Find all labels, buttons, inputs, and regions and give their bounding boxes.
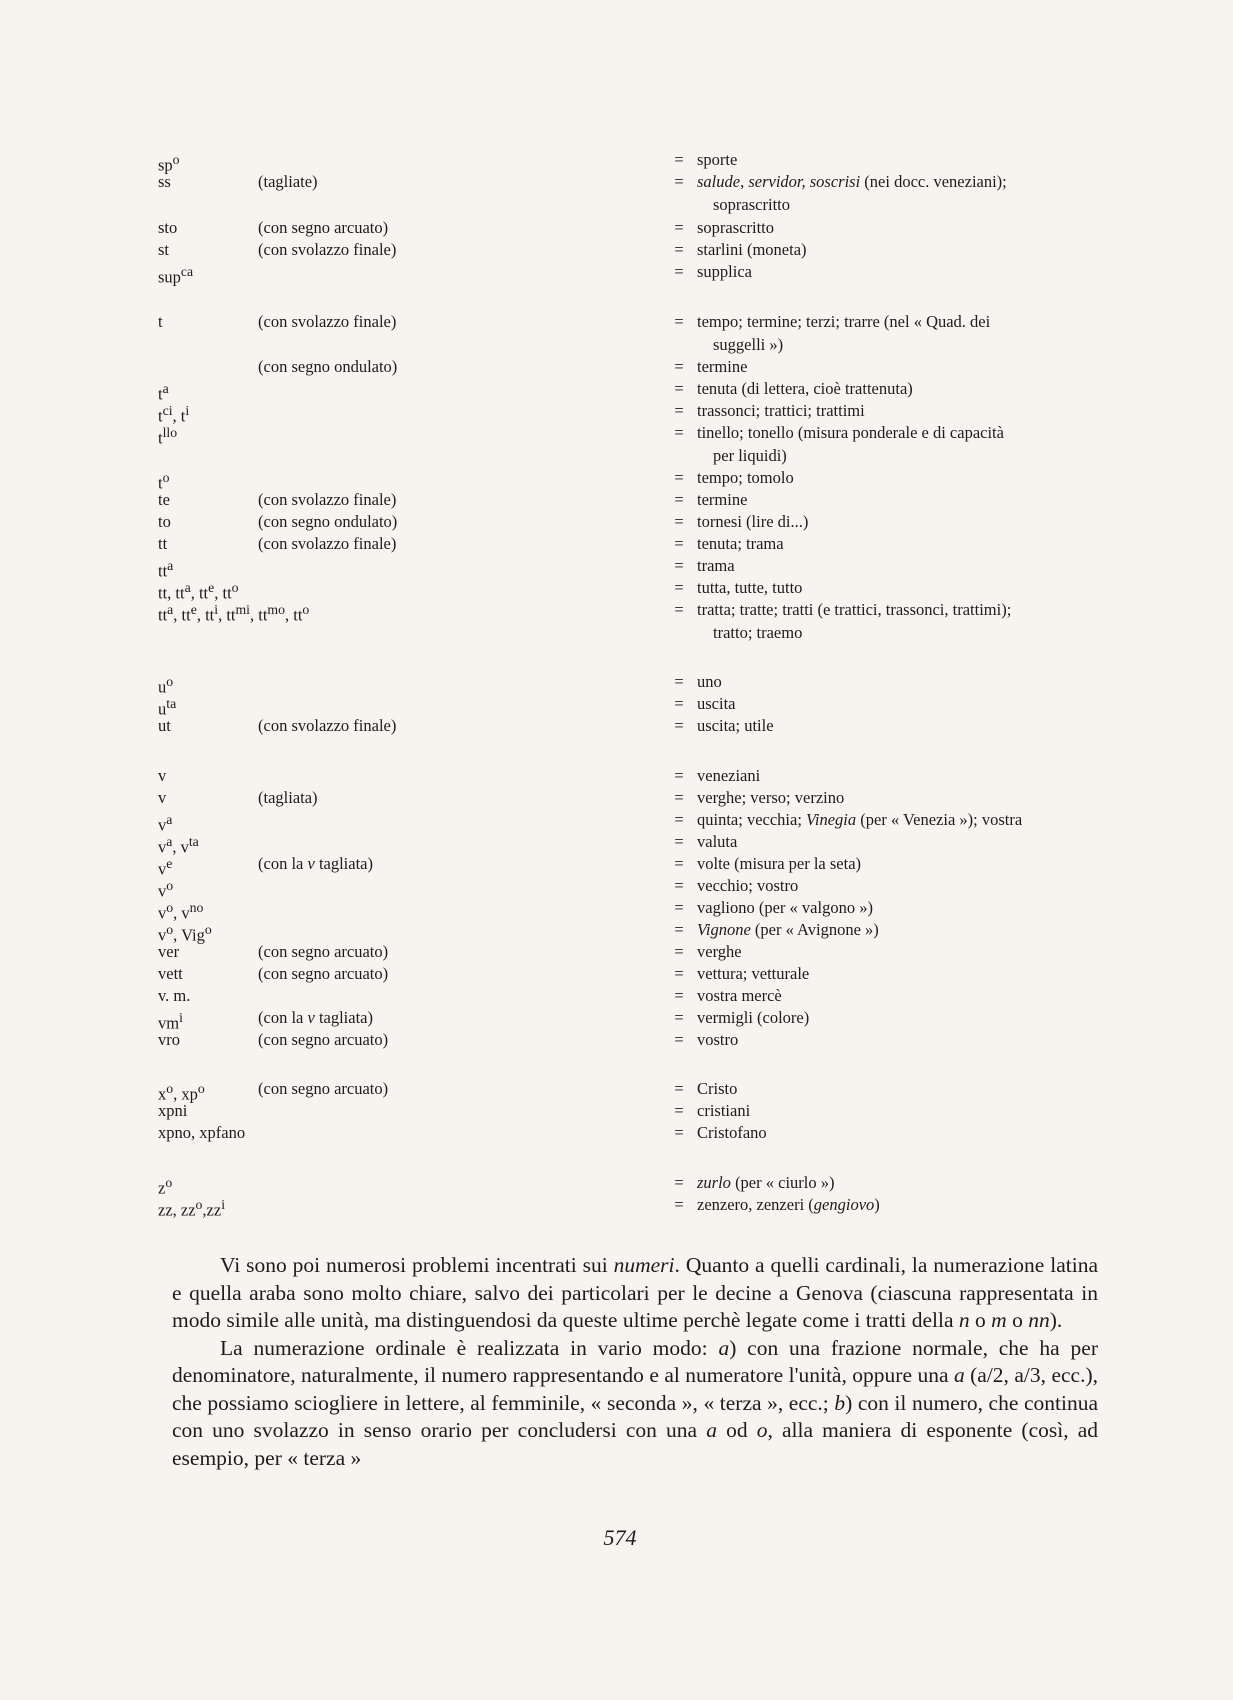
- abbreviation-meaning: soprascritto: [697, 218, 774, 237]
- equals-sign: =: [674, 964, 684, 983]
- equals-sign: =: [674, 512, 684, 531]
- abbreviation-meaning: vermigli (colore): [697, 1008, 810, 1027]
- abbreviation: $v^a$, $v^{ta}$: [158, 834, 199, 857]
- abbreviation-meaning: tempo; termine; terzi; trarre (nel « Quad. dei suggelli »): [697, 312, 991, 354]
- abbreviation: $sp^o$: [158, 152, 180, 175]
- equals-sign: =: [674, 490, 684, 509]
- abbreviation-meaning: tenuta; trama: [697, 534, 784, 553]
- abbreviation-meaning: veneziani: [697, 766, 761, 785]
- abbreviation: st: [158, 240, 170, 259]
- abbreviation-meaning: quinta; vecchia; Vinegia (per « Venezia »); vostra: [697, 810, 1023, 829]
- equals-sign: =: [674, 1030, 684, 1049]
- abbreviation-meaning: trassonci; trattici; trattimi: [697, 401, 865, 420]
- abbreviation: vro: [158, 1030, 180, 1049]
- equals-sign: =: [674, 766, 684, 785]
- abbreviation: $z^o$: [158, 1175, 173, 1198]
- abbreviation-meaning: trama: [697, 556, 735, 575]
- abbreviation-note: (con svolazzo finale): [258, 312, 397, 331]
- equals-sign: =: [674, 920, 684, 939]
- abbreviation-note: (con la v tagliata): [258, 854, 373, 873]
- body-text: [172, 1252, 1098, 1472]
- abbreviation: $v^o$: [158, 878, 174, 901]
- abbreviation-meaning: tenuta (di lettera, cioè trattenuta): [697, 379, 913, 398]
- equals-sign: =: [674, 672, 684, 691]
- abbreviation-meaning: tinello; tonello (misura ponderale e di capacità per liquidi): [697, 423, 1004, 465]
- abbreviation: $v^e$: [158, 856, 173, 879]
- abbreviation-meaning: tornesi (lire di...): [697, 512, 809, 531]
- abbreviation-meaning: starlini (moneta): [697, 240, 807, 259]
- abbreviation: vett: [158, 964, 183, 983]
- abbreviation-note: (con svolazzo finale): [258, 240, 397, 259]
- abbreviation-meaning: termine: [697, 490, 748, 509]
- abbreviation-meaning: uscita: [697, 694, 736, 713]
- abbreviation-note: (con svolazzo finale): [258, 716, 397, 735]
- abbreviation-meaning: zurlo (per « ciurlo »): [697, 1173, 835, 1192]
- abbreviation: $t^{llo}$: [158, 425, 178, 448]
- equals-sign: =: [674, 1173, 684, 1192]
- abbreviation-meaning: vecchio; vostro: [697, 876, 799, 895]
- equals-sign: =: [674, 312, 684, 331]
- abbreviation: $v^o$, Vig$^o$: [158, 922, 212, 945]
- paragraph: La numerazione ordinale è realizzata in vario modo: a) con una frazione normale, che ha per denominatore, naturalmente, il numero rappresentando e al numeratore l'unità, oppure una a (a/2, a/3, ecc.), che possiamo sciogliere in lettere, al femminile, « seconda », « terza », ecc.; b) con il numero, che continua con uno svolazzo in senso orario per concludersi con una a od o, alla maniera di esponente (così, ad esempio, per « terza »: [172, 1335, 1098, 1470]
- abbreviation-meaning: valuta: [697, 832, 738, 851]
- abbreviation: ver: [158, 942, 180, 961]
- equals-sign: =: [674, 468, 684, 487]
- abbreviation-meaning: zenzero, zenzeri (gengiovo): [697, 1195, 880, 1214]
- equals-sign: =: [674, 262, 684, 281]
- abbreviation: $x^o$, $xp^o$: [158, 1081, 205, 1104]
- abbreviation-meaning: cristiani: [697, 1101, 751, 1120]
- abbreviation-meaning: volte (misura per la seta): [697, 854, 862, 873]
- abbreviation: tt, $tt^a$, $tt^e$, $tt^o$: [158, 580, 239, 603]
- equals-sign: =: [674, 556, 684, 575]
- abbreviation: $t^{ci}$, $t^i$: [158, 403, 190, 426]
- abbreviation: $v^a$: [158, 812, 173, 835]
- equals-sign: =: [674, 898, 684, 917]
- abbreviation: v. m.: [158, 986, 191, 1005]
- equals-sign: =: [674, 150, 684, 169]
- abbreviation-meaning: vettura; vetturale: [697, 964, 810, 983]
- abbreviation-meaning: vagliono (per « valgono »): [697, 898, 873, 917]
- abbreviation: $t^a$: [158, 381, 169, 404]
- equals-sign: =: [674, 694, 684, 713]
- abbreviation: $u^o$: [158, 674, 174, 697]
- abbreviation-note: (con segno arcuato): [258, 1079, 389, 1098]
- abbreviation: ut: [158, 716, 171, 735]
- abbreviation-meaning: tempo; tomolo: [697, 468, 794, 487]
- page-number: 574: [603, 1525, 637, 1550]
- abbreviation: $vm^i$: [158, 1010, 183, 1033]
- abbreviation-meaning: supplica: [697, 262, 752, 281]
- abbreviation-note: (con segno arcuato): [258, 942, 389, 961]
- equals-sign: =: [674, 379, 684, 398]
- equals-sign: =: [674, 401, 684, 420]
- abbreviation: ss: [158, 172, 171, 191]
- equals-sign: =: [674, 218, 684, 237]
- abbreviation-meaning: termine: [697, 357, 748, 376]
- equals-sign: =: [674, 600, 684, 619]
- equals-sign: =: [674, 578, 684, 597]
- abbreviation-meaning: Cristofano: [697, 1123, 767, 1142]
- abbreviation-note: (con segno arcuato): [258, 1030, 389, 1049]
- abbreviation: v: [158, 788, 167, 807]
- abbreviation-meaning: Vignone (per « Avignone »): [697, 920, 879, 939]
- abbreviation-note: (tagliate): [258, 172, 318, 191]
- equals-sign: =: [674, 1101, 684, 1120]
- equals-sign: =: [674, 357, 684, 376]
- equals-sign: =: [674, 788, 684, 807]
- abbreviation: $v^o$, $v^{no}$: [158, 900, 204, 923]
- abbreviation-meaning: uscita; utile: [697, 716, 774, 735]
- abbreviation: xpno, xpfano: [158, 1123, 246, 1142]
- equals-sign: =: [674, 942, 684, 961]
- equals-sign: =: [674, 716, 684, 735]
- abbreviation: v: [158, 766, 167, 785]
- abbreviation: $tt^a$: [158, 558, 174, 581]
- abbreviation: t: [158, 312, 163, 331]
- abbreviation: to: [158, 512, 171, 531]
- abbreviation-meaning: salude, servidor, soscrisi (nei docc. veneziani); soprascritto: [697, 172, 1007, 214]
- abbreviation: $t^o$: [158, 470, 170, 493]
- abbreviation-note: (con segno arcuato): [258, 964, 389, 983]
- equals-sign: =: [674, 534, 684, 553]
- abbreviation-meaning: tratta; tratte; tratti (e trattici, trassonci, trattimi); tratto; traemo: [697, 600, 1012, 642]
- abbreviation-note: (con svolazzo finale): [258, 490, 397, 509]
- abbreviation: tt: [158, 534, 168, 553]
- equals-sign: =: [674, 854, 684, 873]
- equals-sign: =: [674, 172, 684, 191]
- abbreviation-meaning: verghe: [697, 942, 742, 961]
- equals-sign: =: [674, 1123, 684, 1142]
- abbreviation: sto: [158, 218, 178, 237]
- equals-sign: =: [674, 832, 684, 851]
- equals-sign: =: [674, 810, 684, 829]
- equals-sign: =: [674, 1195, 684, 1214]
- abbreviation: xpni: [158, 1101, 188, 1120]
- equals-sign: =: [674, 1008, 684, 1027]
- equals-sign: =: [674, 423, 684, 442]
- abbreviation: $tt^a$, $tt^e$, $tt^i$, $tt^{mi}$, $tt^{mo}$, $tt^o$: [158, 602, 310, 625]
- abbreviation: te: [158, 490, 170, 509]
- paragraph: Vi sono poi numerosi problemi incentrati sui numeri. Quanto a quelli cardinali, la numerazione latina e quella araba sono molto chiare, salvo dei particolari per le decine a Genova (ciascuna rappresentata in modo simile alle unità, ma distinguendosi da queste ultime perchè legate come i tratti della n o m o nn).: [172, 1253, 1098, 1332]
- abbreviation-note: (tagliata): [258, 788, 318, 807]
- equals-sign: =: [674, 240, 684, 259]
- abbreviation-meaning: Cristo: [697, 1079, 738, 1098]
- abbreviation-note: (con segno ondulato): [258, 512, 398, 531]
- equals-sign: =: [674, 986, 684, 1005]
- abbreviation-note: (con svolazzo finale): [258, 534, 397, 553]
- abbreviation-meaning: tutta, tutte, tutto: [697, 578, 803, 597]
- abbreviation-meaning: vostra mercè: [697, 986, 782, 1005]
- equals-sign: =: [674, 876, 684, 895]
- equals-sign: =: [674, 1079, 684, 1098]
- abbreviation: sup$^{ca}$: [158, 264, 194, 287]
- abbreviation-note: (con segno ondulato): [258, 357, 398, 376]
- abbreviation-meaning: verghe; verso; verzino: [697, 788, 845, 807]
- abbreviation-meaning: uno: [697, 672, 722, 691]
- abbreviation-note: (con la v tagliata): [258, 1008, 373, 1027]
- abbreviation-meaning: vostro: [697, 1030, 739, 1049]
- abbreviation-meaning: sporte: [697, 150, 738, 169]
- abbreviation: $u^{ta}$: [158, 696, 177, 719]
- abbreviation: zz, $zz^o,zz^i$: [158, 1197, 226, 1220]
- abbreviation-note: (con segno arcuato): [258, 218, 389, 237]
